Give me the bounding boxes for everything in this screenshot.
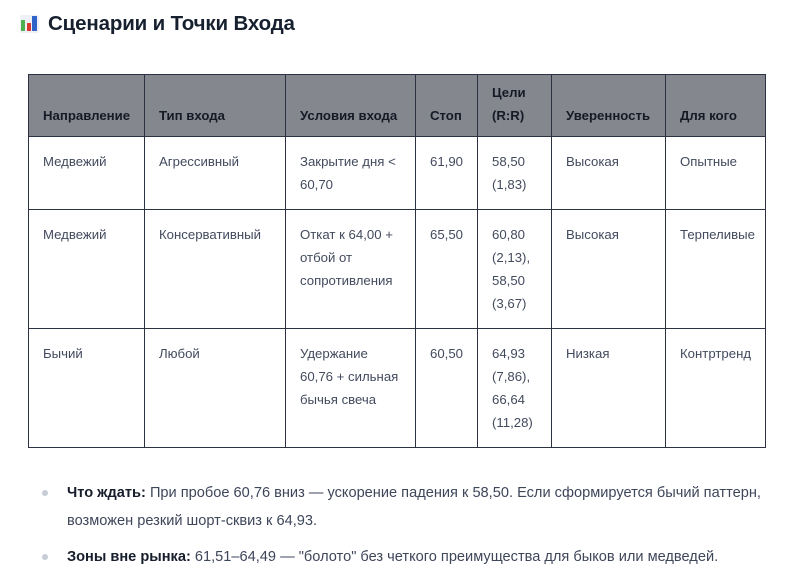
page-title: Сценарии и Точки Входа xyxy=(48,12,295,35)
cell-targets: 60,80 (2,13), 58,50 (3,67) xyxy=(478,210,552,329)
cell-confidence: Низкая xyxy=(552,329,666,448)
column-header-targets-line2: (R:R) xyxy=(492,108,525,123)
column-header-targets xyxy=(478,75,552,137)
notes-list xyxy=(0,479,800,571)
cell-direction: Медвежий xyxy=(29,210,145,329)
cell-stop: 65,50 xyxy=(416,210,478,329)
column-header-targets-line1: Цели xyxy=(492,85,526,100)
column-header-direction: Направление xyxy=(29,75,145,137)
note-label: Что ждать: xyxy=(67,485,146,501)
table-row xyxy=(29,137,766,210)
note-label: Зоны вне рынка: xyxy=(67,549,191,565)
column-header-confidence: Уверенность xyxy=(552,75,666,137)
note-text: 61,51–64,49 — "болото" без четкого преимущества для быков или медведей. xyxy=(190,549,719,565)
cell-entry-conditions: Закрытие дня < 60,70 xyxy=(286,137,416,210)
cell-targets: 64,93 (7,86), 66,64 (11,28) xyxy=(478,329,552,448)
table-header-row xyxy=(29,75,766,137)
list-item xyxy=(0,543,800,571)
cell-entry-conditions: Удержание 60,76 + сильная бычья свеча xyxy=(286,329,416,448)
cell-entry-type: Любой xyxy=(145,329,286,448)
page-header xyxy=(0,0,800,41)
cell-entry-type: Агрессивный xyxy=(145,137,286,210)
cell-audience: Терпеливые xyxy=(666,210,766,329)
list-item xyxy=(0,479,800,535)
cell-entry-type: Консервативный xyxy=(145,210,286,329)
column-header-stop: Стоп xyxy=(416,75,478,137)
column-header-audience: Для кого xyxy=(666,75,766,137)
cell-stop: 60,50 xyxy=(416,329,478,448)
scenarios-table-container xyxy=(28,74,765,448)
table-row xyxy=(29,329,766,448)
cell-confidence: Высокая xyxy=(552,210,666,329)
column-header-entry-type: Тип входа xyxy=(145,75,286,137)
cell-confidence: Высокая xyxy=(552,137,666,210)
table-header xyxy=(29,75,766,137)
cell-direction: Медвежий xyxy=(29,137,145,210)
table-body xyxy=(29,137,766,448)
cell-targets: 58,50 (1,83) xyxy=(478,137,552,210)
scenarios-table xyxy=(28,74,766,448)
column-header-entry-conditions: Условия входа xyxy=(286,75,416,137)
table-row xyxy=(29,210,766,329)
cell-stop: 61,90 xyxy=(416,137,478,210)
bar-chart-icon xyxy=(20,15,39,33)
cell-audience: Опытные xyxy=(666,137,766,210)
note-text: При пробое 60,76 вниз — ускорение падения к 58,50. Если сформируется бычий паттерн, возможен резкий шорт-сквиз к 64,93. xyxy=(67,485,761,529)
cell-audience: Контртренд xyxy=(666,329,766,448)
cell-entry-conditions: Откат к 64,00 + отбой от сопротивления xyxy=(286,210,416,329)
cell-direction: Бычий xyxy=(29,329,145,448)
